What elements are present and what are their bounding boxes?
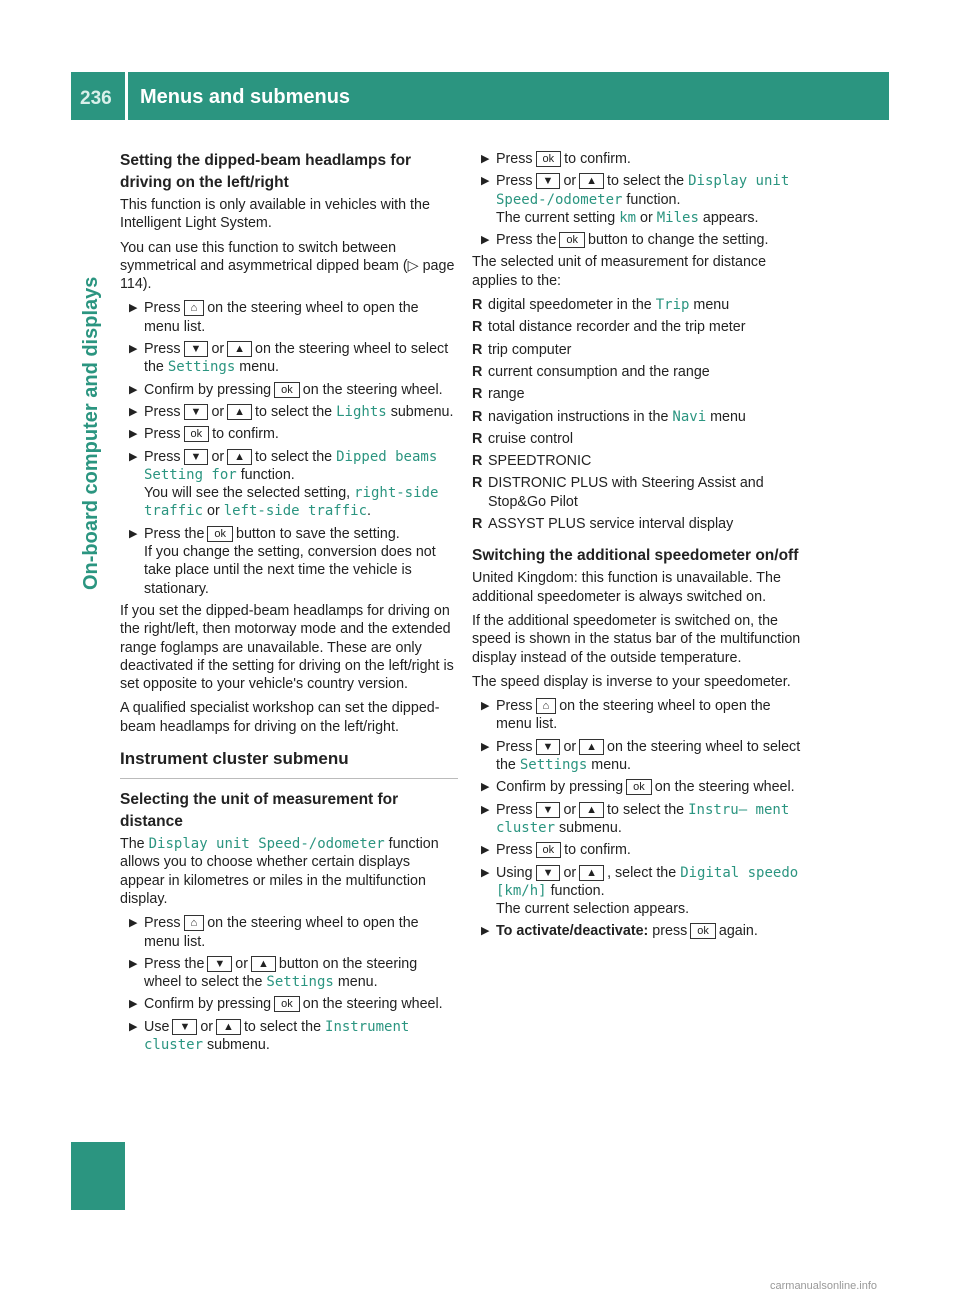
ok-key-icon: ok: [184, 426, 210, 442]
up-key-icon: ▲: [227, 341, 252, 357]
step: ▶ Press ▼ or ▲ to select the Instru– ment cluster submenu.: [481, 801, 790, 836]
list-item: R DISTRONIC PLUS with Steering Assist and Stop&Go Pilot: [472, 475, 764, 510]
down-key-icon: ▼: [184, 404, 209, 420]
arrow-icon: ▶: [481, 925, 490, 938]
down-key-icon: ▼: [536, 865, 561, 881]
step: ▶ Confirm by pressing ok on the steering wheel.: [129, 996, 443, 1013]
code-km: km: [619, 209, 637, 226]
up-key-icon: ▲: [251, 956, 276, 972]
step: ▶ Press ▼ or ▲ to select the Dipped beams Setting for function. You will see the selected setting, right-side traffic or left-side traffic.: [129, 448, 439, 520]
step: ▶ Press ok to confirm.: [481, 842, 631, 859]
down-key-icon: ▼: [184, 449, 209, 465]
code-miles: Miles: [656, 209, 699, 226]
down-key-icon: ▼: [536, 173, 561, 189]
code-display-unit: Display unit Speed-/odometer: [148, 836, 385, 853]
arrow-icon: ▶: [129, 428, 138, 441]
code-dipped-beams: Dipped beams Setting for: [144, 448, 438, 483]
side-tab-block: [71, 1142, 125, 1210]
heading-additional-speedometer: Switching the additional speedometer on/off: [472, 547, 799, 565]
ok-key-icon: ok: [536, 842, 562, 858]
ok-key-icon: ok: [207, 526, 233, 542]
bullet-icon: R: [472, 475, 483, 492]
code-left-side: left-side traffic: [223, 503, 367, 520]
arrow-icon: ▶: [129, 998, 138, 1011]
code-settings: Settings: [519, 757, 588, 774]
step: ▶ Confirm by pressing ok on the steering wheel.: [129, 381, 443, 398]
ok-key-icon: ok: [559, 232, 585, 248]
ok-key-icon: ok: [690, 923, 716, 939]
ok-key-icon: ok: [536, 151, 562, 167]
bullet-icon: R: [472, 516, 483, 533]
step: ▶ Press ▼ or ▲ on the steering wheel to select the Settings menu.: [129, 341, 449, 376]
step: ▶ Press the ok button to change the setting.: [481, 232, 769, 249]
heading-instrument-cluster: Instrument cluster submenu: [120, 748, 458, 779]
footer-watermark: carmanualsonline.info: [770, 1280, 878, 1292]
down-key-icon: ▼: [536, 739, 561, 755]
arrow-icon: ▶: [129, 957, 138, 970]
code-navi: Navi: [672, 408, 707, 425]
paragraph: The Display unit Speed-/odometer function allows you to choose whether certain displays appear in kilometres or miles in the multifunction display.: [120, 836, 439, 907]
list-item: R navigation instructions in the Navi menu: [472, 408, 746, 425]
step: ▶ To activate/deactivate: press ok again.: [481, 923, 758, 940]
paragraph: A qualified specialist workshop can set the dipped-beam headlamps for driving on the left/right.: [120, 700, 440, 735]
arrow-icon: ▶: [481, 234, 490, 247]
up-key-icon: ▲: [579, 739, 604, 755]
code-lights: Lights: [336, 403, 387, 420]
side-tab-label: On-board computer and displays: [80, 276, 102, 590]
bullet-icon: R: [472, 297, 483, 314]
step: ▶ Use ▼ or ▲ to select the Instrument cluster submenu.: [129, 1018, 410, 1053]
heading-unit: Selecting the unit of measurement for distance: [120, 791, 399, 831]
bullet-icon: R: [472, 386, 483, 403]
arrow-icon: ▶: [481, 803, 490, 816]
down-key-icon: ▼: [207, 956, 232, 972]
bullet-icon: R: [472, 408, 483, 425]
left-column: [120, 150, 458, 1058]
arrow-icon: ▶: [481, 740, 490, 753]
paragraph: United Kingdom: this function is unavailable. The additional speedometer is always switched on.: [472, 570, 781, 605]
code-instrument-cluster: Instru– ment cluster: [496, 801, 790, 836]
up-key-icon: ▲: [579, 802, 604, 818]
arrow-icon: ▶: [129, 383, 138, 396]
step: ▶ Press ▼ or ▲ on the steering wheel to select the Settings menu.: [481, 738, 801, 774]
code-digital-speedo: Digital speedo [km/h]: [496, 864, 799, 899]
code-instrument-cluster: Instrument cluster: [144, 1018, 410, 1053]
list-item: R cruise control: [472, 430, 574, 447]
list-item: R digital speedometer in the Trip menu: [472, 297, 730, 314]
header-divider: [125, 72, 128, 120]
paragraph: If you set the dipped-beam headlamps for driving on the right/left, then motorway mode and the extended range foglamps are unavailable. These are only deactivated if the setting for driving on the left/right is set opposite to your vehicle's country version.: [120, 602, 454, 693]
step: ▶ Press ⌂ on the steering wheel to open the menu list.: [129, 915, 419, 950]
arrow-icon: ▶: [129, 527, 138, 540]
up-key-icon: ▲: [227, 404, 252, 420]
paragraph: You can use this function to switch between symmetrical and asymmetrical dipped beam (▷ page 114).: [120, 239, 455, 293]
arrow-icon: ▶: [129, 405, 138, 418]
heading-dipped-beam: Setting the dipped-beam headlamps for driving on the left/right: [120, 152, 412, 191]
arrow-icon: ▶: [481, 781, 490, 794]
step: ▶ Using ▼ or ▲ , select the Digital speedo [km/h] function. The current selection appears.: [481, 864, 799, 918]
down-key-icon: ▼: [172, 1019, 197, 1035]
down-key-icon: ▼: [184, 341, 209, 357]
bullet-icon: R: [472, 341, 483, 358]
arrow-icon: ▶: [481, 175, 490, 188]
arrow-icon: ▶: [129, 343, 138, 356]
arrow-icon: ▶: [481, 700, 490, 713]
up-key-icon: ▲: [216, 1019, 241, 1035]
paragraph: The selected unit of measurement for distance applies to the:: [472, 254, 767, 289]
code-right-side: right-side traffic: [144, 485, 439, 520]
home-key-icon: ⌂: [184, 915, 205, 931]
ok-key-icon: ok: [626, 779, 652, 795]
step: ▶ Confirm by pressing ok on the steering wheel.: [481, 779, 795, 796]
list-item: R current consumption and the range: [472, 363, 710, 380]
arrow-icon: ▶: [481, 844, 490, 857]
up-key-icon: ▲: [227, 449, 252, 465]
step: ▶ Press ▼ or ▲ to select the Display unit Speed-/odometer function. The current setting km or Miles appears.: [481, 173, 790, 226]
code-settings: Settings: [266, 974, 334, 991]
ok-key-icon: ok: [274, 996, 300, 1012]
bullet-icon: R: [472, 430, 483, 447]
step: ▶ Press ⌂ on the steering wheel to open the menu list.: [129, 300, 419, 335]
bullet-icon: R: [472, 363, 483, 380]
paragraph: If the additional speedometer is switched on, the speed is shown in the status bar of the multifunction display instead of the outside temperature.: [472, 612, 801, 666]
list-item: R trip computer: [472, 341, 572, 358]
list-item: R range: [472, 386, 525, 403]
arrow-icon: ▶: [481, 153, 490, 165]
arrow-icon: ▶: [481, 866, 490, 879]
up-key-icon: ▲: [579, 865, 604, 881]
up-key-icon: ▲: [579, 173, 604, 189]
list-item: R total distance recorder and the trip meter: [472, 319, 746, 336]
down-key-icon: ▼: [536, 802, 561, 818]
step: ▶ Press ok to confirm.: [481, 151, 631, 167]
ok-key-icon: ok: [274, 382, 300, 398]
right-column: [472, 150, 810, 945]
arrow-icon: ▶: [129, 1020, 138, 1033]
code-display-unit: Display unit Speed-/odometer: [496, 173, 790, 208]
step: ▶ Press the ok button to save the setting. If you change the setting, conversion does not take place until the next time the vehicle is stationary.: [129, 525, 436, 597]
list-item: R SPEEDTRONIC: [472, 453, 592, 470]
arrow-icon: ▶: [129, 302, 138, 315]
step: ▶ Press the ▼ or ▲ button on the steering wheel to select the Settings menu.: [129, 955, 418, 991]
bullet-icon: R: [472, 453, 483, 470]
section-title: Menus and submenus: [140, 86, 351, 108]
paragraph: The speed display is inverse to your speedometer.: [472, 673, 791, 690]
code-settings: Settings: [167, 359, 236, 376]
arrow-icon: ▶: [129, 917, 138, 930]
step: ▶ Press ⌂ on the steering wheel to open the menu list.: [481, 698, 771, 733]
page-number: 236: [80, 88, 112, 109]
code-trip: Trip: [655, 297, 690, 314]
paragraph: This function is only available in vehicles with the Intelligent Light System.: [120, 197, 430, 232]
step: ▶ Press ▼ or ▲ to select the Lights submenu.: [129, 403, 454, 420]
bullet-icon: R: [472, 319, 483, 336]
list-item: R ASSYST PLUS service interval display: [472, 516, 734, 533]
step: ▶ Press ok to confirm.: [129, 426, 279, 443]
arrow-icon: ▶: [129, 450, 138, 463]
home-key-icon: ⌂: [184, 300, 205, 316]
home-key-icon: ⌂: [536, 698, 557, 714]
